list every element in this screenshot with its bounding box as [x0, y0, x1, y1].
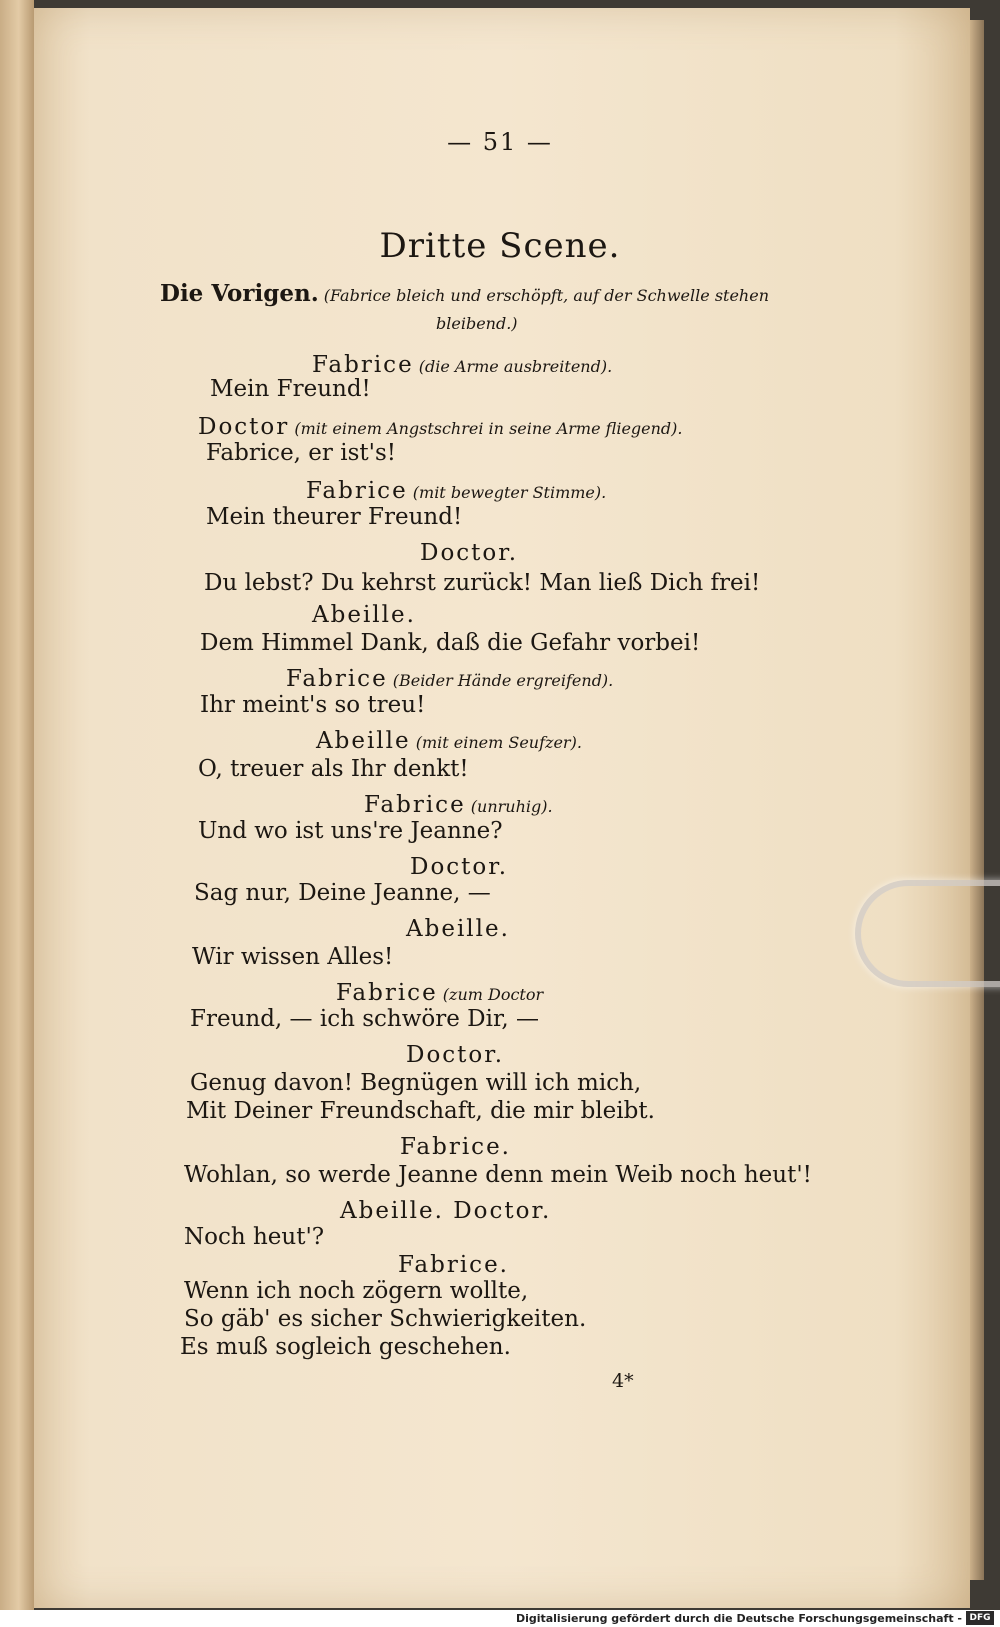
speaker-label: Doctor.: [410, 854, 509, 880]
stage-direction: (mit einem Angstschrei in seine Arme fliegend).: [289, 419, 683, 438]
speaker-label: Abeille.: [406, 916, 510, 942]
page-number: — 51 —: [447, 128, 553, 156]
speaker-line: [286, 666, 613, 692]
dialogue-line: O, treuer als Ihr denkt!: [198, 756, 469, 782]
dialogue-line: Wohlan, so werde Jeanne denn mein Weib noch heut'!: [184, 1162, 812, 1188]
speaker-label: Abeille: [316, 728, 411, 754]
dialogue-line: Wenn ich noch zögern wollte,: [184, 1278, 529, 1304]
speaker-line: [306, 478, 606, 504]
dialogue-line: So gäb' es sicher Schwierigkeiten.: [184, 1306, 587, 1332]
stage-direction: bleibend.): [436, 314, 518, 333]
speaker-line: [336, 980, 543, 1006]
dialogue-line: Mein theurer Freund!: [206, 504, 463, 530]
speaker-label: Doctor.: [420, 540, 519, 566]
speaker-label: Fabrice: [364, 792, 466, 818]
speaker-label: Fabrice: [306, 478, 408, 504]
dialogue-line: Ihr meint's so treu!: [200, 692, 426, 718]
dialogue-line: Genug davon! Begnügen will ich mich,: [190, 1070, 642, 1096]
speaker-line: [364, 792, 553, 818]
dialogue-line: Mein Freund!: [210, 376, 371, 402]
dialogue-line: Dem Himmel Dank, daß die Gefahr vorbei!: [200, 630, 701, 656]
paperclip: [855, 880, 1000, 987]
stage-direction: (Fabrice bleich und erschöpft, auf der Schwelle stehen: [318, 286, 769, 305]
sheet-signature: 4*: [612, 1370, 634, 1392]
stage-direction-line: [160, 280, 769, 307]
dialogue-line: Freund, — ich schwöre Dir, —: [190, 1006, 540, 1032]
speaker-line: [198, 414, 683, 440]
speaker-label: Doctor.: [406, 1042, 505, 1068]
speaker-line: [316, 728, 582, 754]
speaker-label: Fabrice: [286, 666, 388, 692]
stage-direction: (die Arme ausbreitend).: [413, 357, 613, 376]
speaker-label: Die Vorigen.: [160, 280, 319, 307]
speaker-line: [312, 352, 612, 378]
dialogue-line: Fabrice, er ist's!: [206, 440, 396, 466]
scene-title: Dritte Scene.: [379, 226, 621, 266]
footer-credit: Digitalisierung gefördert durch die Deutsche Forschungsgemeinschaft -: [515, 1612, 962, 1625]
dfg-logo: DFG: [966, 1611, 994, 1625]
dialogue-line: Sag nur, Deine Jeanne, —: [194, 880, 491, 906]
dialogue-line: Noch heut'?: [184, 1224, 325, 1250]
dialogue-line: Und wo ist uns're Jeanne?: [198, 818, 503, 844]
speaker-label: Abeille. Doctor.: [340, 1198, 552, 1224]
dialogue-line: Mit Deiner Freundschaft, die mir bleibt.: [186, 1098, 655, 1124]
stage-direction: (mit einem Seufzer).: [410, 733, 582, 752]
speaker-label: Fabrice: [312, 352, 414, 378]
speaker-label: Doctor: [198, 414, 290, 440]
dialogue-line: Du lebst? Du kehrst zurück! Man ließ Dich frei!: [204, 570, 761, 596]
stage-direction: (unruhig).: [465, 797, 553, 816]
stage-direction: (zum Doctor: [437, 985, 544, 1004]
dialogue-line: Wir wissen Alles!: [192, 944, 394, 970]
stage-direction: (Beider Hände ergreifend).: [387, 671, 614, 690]
speaker-label: Fabrice: [336, 980, 438, 1006]
speaker-label: Abeille.: [312, 602, 416, 628]
speaker-label: Fabrice.: [398, 1252, 509, 1278]
dialogue-line: Es muß sogleich geschehen.: [180, 1334, 511, 1360]
stage-direction: (mit bewegter Stimme).: [407, 483, 607, 502]
speaker-label: Fabrice.: [400, 1134, 511, 1160]
